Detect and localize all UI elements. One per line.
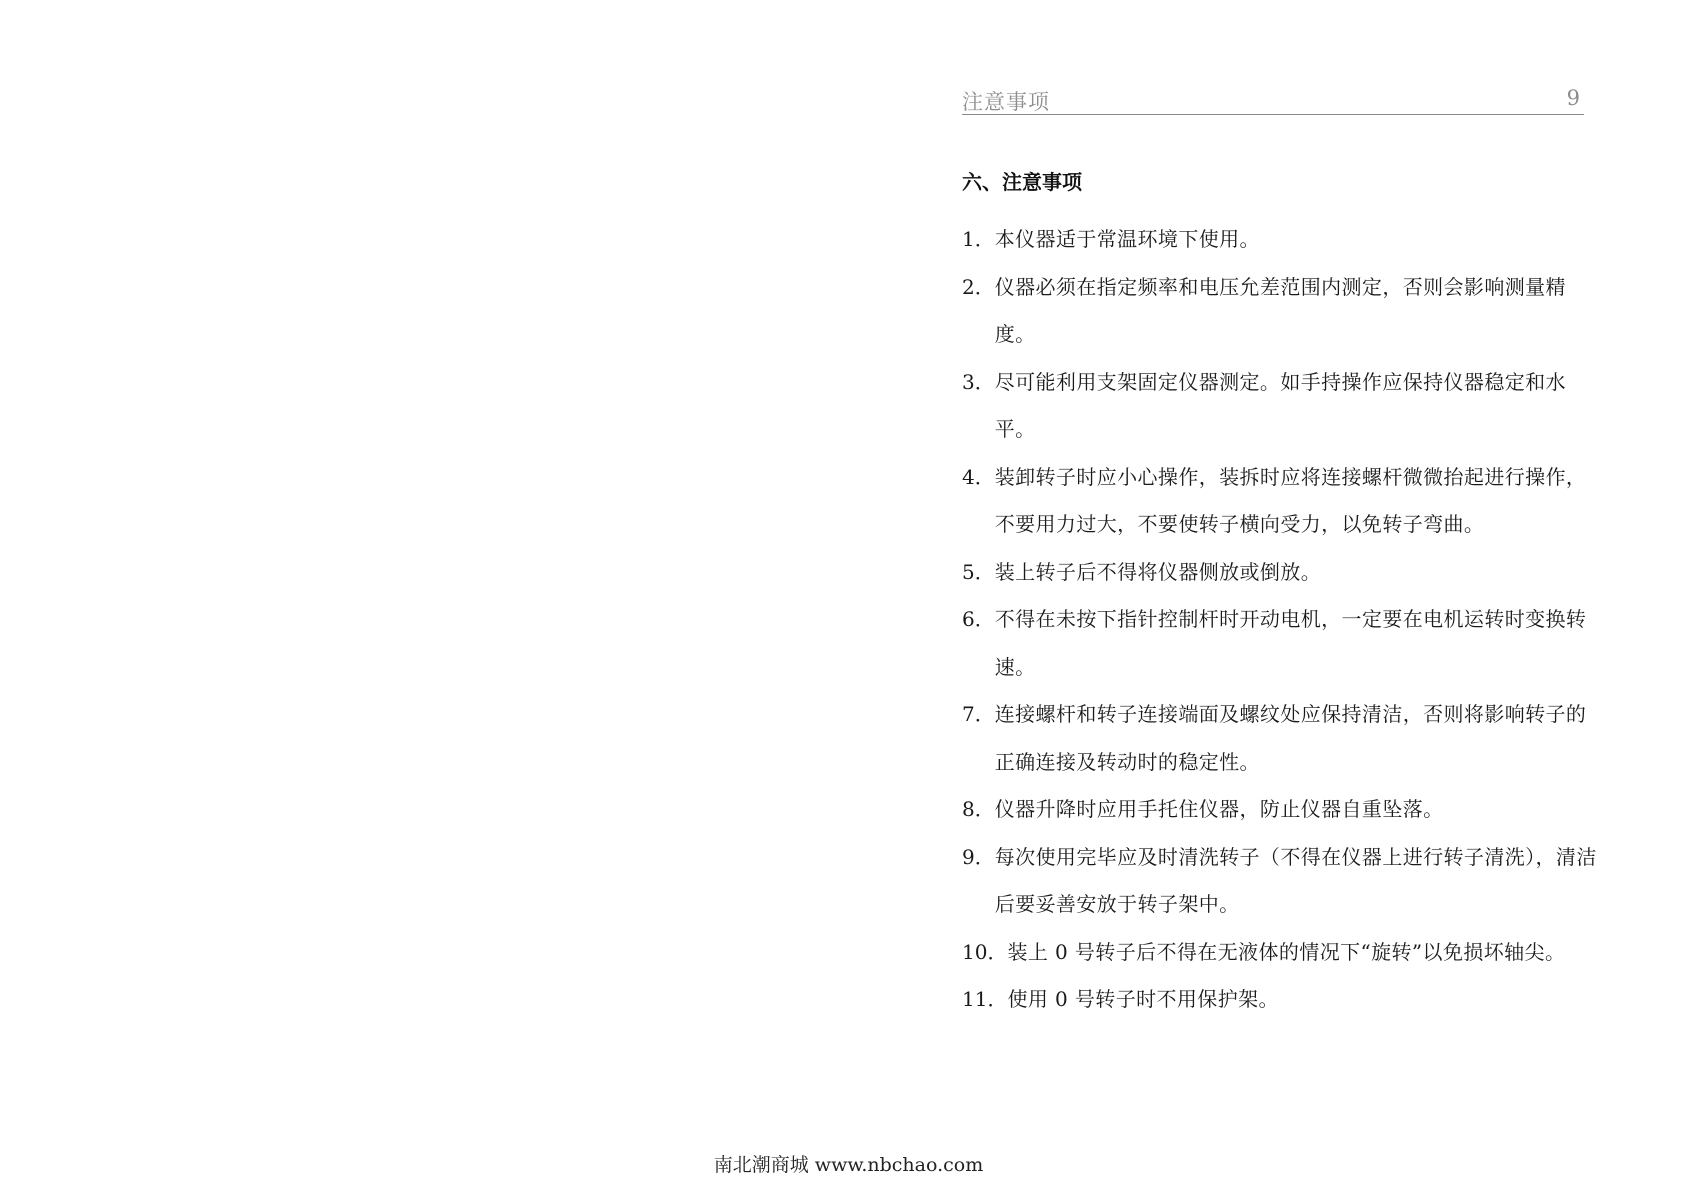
item-number: 10． (962, 939, 1008, 964)
page-header (962, 84, 1584, 115)
page-content (962, 168, 1602, 1024)
item-text: 仪器升降时应用手托住仪器，防止仪器自重坠落。 (994, 797, 1444, 821)
item-number: 6． (962, 607, 995, 631)
list-item (962, 976, 1602, 1024)
list-item (962, 834, 1602, 929)
item-number: 7． (962, 702, 995, 726)
list-item (962, 216, 1602, 264)
section-heading: 六、注意事项 (962, 170, 1082, 194)
notes-list (962, 216, 1602, 1024)
item-text: 装上 0 号转子后不得在无液体的情况下“旋转”以免损坏轴尖。 (1007, 939, 1566, 964)
list-item (962, 929, 1602, 977)
item-number: 11． (962, 987, 1008, 1011)
list-item (962, 596, 1602, 691)
item-text: 使用 0 号转子时不用保护架。 (1007, 987, 1279, 1011)
item-number: 9． (962, 844, 995, 869)
list-item (962, 691, 1602, 786)
page-number: 9 (1566, 86, 1580, 110)
list-item (962, 549, 1602, 597)
item-text: 本仪器适于常温环境下使用。 (994, 227, 1260, 251)
list-item (962, 454, 1602, 549)
item-text: 不得在未按下指针控制杆时开动电机，一定要在电机运转时变换转速。 (994, 607, 1587, 679)
list-item (962, 786, 1602, 834)
list-item (962, 359, 1602, 454)
item-number: 8． (962, 797, 995, 821)
item-text: 每次使用完毕应及时清洗转子（不得在仪器上进行转子清洗），清洁后要妥善安放于转子架中。 (994, 844, 1597, 916)
item-text: 装卸转子时应小心操作，装拆时应将连接螺杆微微抬起进行操作，不要用力过大，不要使转子横向受力，以免转子弯曲。 (994, 464, 1587, 536)
item-text: 装上转子后不得将仪器侧放或倒放。 (994, 559, 1322, 584)
header-title: 注意事项 (962, 90, 1050, 114)
item-number: 1． (962, 227, 995, 251)
item-text: 连接螺杆和转子连接端面及螺纹处应保持清洁，否则将影响转子的正确连接及转动时的稳定性。 (994, 702, 1587, 774)
footer-watermark: 南北潮商城 www.nbchao.com (713, 1154, 984, 1176)
item-number: 2． (962, 274, 995, 299)
item-number: 5． (962, 559, 995, 584)
list-item (962, 264, 1602, 359)
item-text: 尽可能利用支架固定仪器测定。如手持操作应保持仪器稳定和水平。 (994, 369, 1566, 441)
item-number: 4． (962, 464, 995, 489)
item-number: 3． (962, 369, 995, 394)
item-text: 仪器必须在指定频率和电压允差范围内测定，否则会影响测量精度。 (994, 274, 1566, 346)
